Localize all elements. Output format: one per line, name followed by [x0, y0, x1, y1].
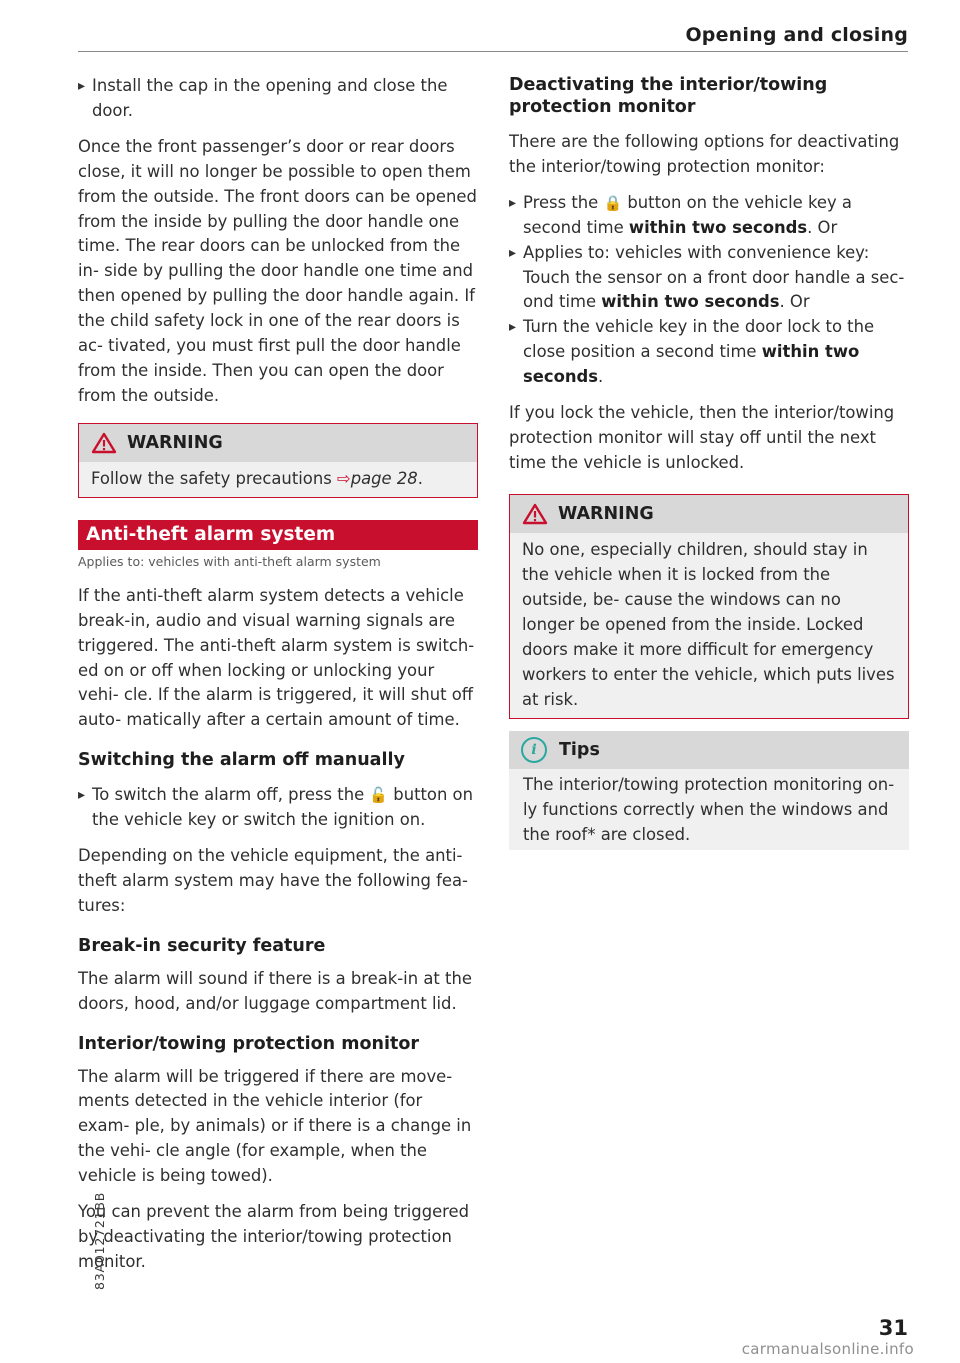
switch-text-start: To switch the alarm off, press the — [92, 785, 370, 805]
page-reference-link[interactable]: page 28 — [350, 468, 418, 488]
intro-paragraph: Once the front passenger’s door or rear doors close, it will no longer be possible to open them from the outside. The front doors can be opened from the inside by pulling the door handle one time. The rear doors can be unlocked from the in- side by pulling the door handle one time and then opened by pulling the door handle again. If the child safety lock in one of the rear doors is ac- tivated, you must first pull the door handle from the inside. Then you can open the door from the outside. — [78, 136, 477, 405]
warning-text-end: . — [417, 468, 423, 488]
option-bullet-sensor — [509, 241, 909, 316]
lock-icon: 🔒 — [603, 193, 623, 212]
option1-emphasis: within two seconds — [628, 217, 808, 237]
applies-to-note: Applies to: vehicles with anti-theft alarm system — [78, 553, 381, 569]
prevent-paragraph: You can prevent the alarm from being triggered by deactivating the interior/towing protection monitor. — [78, 1202, 470, 1271]
alarm-paragraph: If the anti-theft alarm system detects a vehicle break-in, audio and visual warning signals are triggered. The anti-theft alarm system is switch- ed on or off when locking or unlocking your vehi- cle. If the alarm is triggered, it will shut off auto- matically after a certain amount of time. — [78, 585, 475, 730]
intro-bullet: ▸ Install the cap in the opening and close the door. — [78, 74, 478, 124]
option1-text-b: button on the vehicle key a second time — [523, 192, 852, 237]
tips-body — [509, 769, 909, 850]
deactivating-heading: Deactivating the interior/towing protection monitor — [509, 75, 828, 117]
switch-off-bullet — [78, 783, 478, 833]
option3-emphasis: within two seconds — [523, 342, 860, 387]
lock-paragraph: If you lock the vehicle, then the interior/towing protection monitor will stay off until the next time the vehicle is unlocked. — [509, 403, 895, 472]
right-column — [509, 74, 909, 850]
page-header-title: Opening and closing — [685, 24, 908, 46]
breakin-paragraph: The alarm will sound if there is a break-in at the doors, hood, and/or luggage compartment lid. — [78, 968, 472, 1013]
features-paragraph: Depending on the vehicle equipment, the anti- theft alarm system may have the following fea- tures: — [78, 846, 468, 915]
option2-text-a: Applies to: vehicles with convenience key: Touch the sensor on a front door handle a sec- ond time — [523, 242, 905, 312]
tips-box — [509, 731, 909, 850]
warning-triangle-icon — [91, 432, 117, 454]
breakin-heading: Break-in security feature — [78, 935, 326, 956]
unlock-icon: 🔓 — [369, 786, 389, 805]
tips-header — [509, 731, 909, 769]
option3-text-a: Turn the vehicle key in the door lock to the close position a second time — [523, 317, 875, 362]
option1-text-a: Press the — [523, 192, 604, 212]
warning-title: WARNING — [558, 503, 654, 524]
option3-text-c: . — [598, 367, 604, 387]
warning-header — [510, 495, 908, 533]
option2-emphasis: within two seconds — [601, 292, 780, 312]
warning-header — [79, 424, 477, 462]
warning-body — [79, 462, 477, 497]
tips-text: The interior/towing protection monitoring on- ly functions correctly when the windows and the roof* are closed. — [523, 774, 895, 844]
tips-title: Tips — [559, 739, 600, 760]
document-code: 83A012721BB — [92, 1191, 107, 1290]
warning-box-safety — [78, 423, 478, 498]
option-bullet-lock — [509, 315, 909, 390]
header-divider — [78, 51, 908, 52]
interior-paragraph: The alarm will be triggered if there are move- ments detected in the vehicle interior (for exam- ple, by animals) or if there is a change in the vehi- cle angle (for example, when the vehicle is being towed). — [78, 1066, 472, 1186]
info-icon: i — [521, 737, 547, 763]
left-column — [78, 74, 478, 1275]
warning-title: WARNING — [127, 432, 223, 453]
warning-body — [510, 533, 908, 718]
watermark: carmanualsonline.info — [741, 1340, 914, 1358]
option-bullet-key — [509, 191, 909, 241]
switch-off-heading: Switching the alarm off manually — [78, 750, 405, 771]
warning-text: Follow the safety precautions — [91, 468, 337, 488]
section-title-bar: Anti-theft alarm system — [78, 520, 478, 550]
option1-text-c: . Or — [807, 217, 838, 237]
cross-reference-arrow-icon: ⇨ — [336, 468, 351, 488]
warning-text: No one, especially children, should stay in the vehicle when it is locked from the outside, be- cause the windows can no longer be opened from the inside. Locked doors make it more difficult for emergency workers to enter the vehicle, which puts lives at risk. — [522, 539, 895, 709]
page-number: 31 — [878, 1316, 908, 1340]
switch-text-end: button on the vehicle key or switch the ignition on. — [92, 785, 473, 830]
warning-triangle-icon — [522, 503, 548, 525]
interior-heading: Interior/towing protection monitor — [78, 1033, 419, 1054]
deactivating-intro: There are the following options for deactivating the interior/towing protection monitor: — [509, 132, 900, 176]
warning-box-children — [509, 494, 909, 719]
option2-text-c: . Or — [779, 292, 810, 312]
